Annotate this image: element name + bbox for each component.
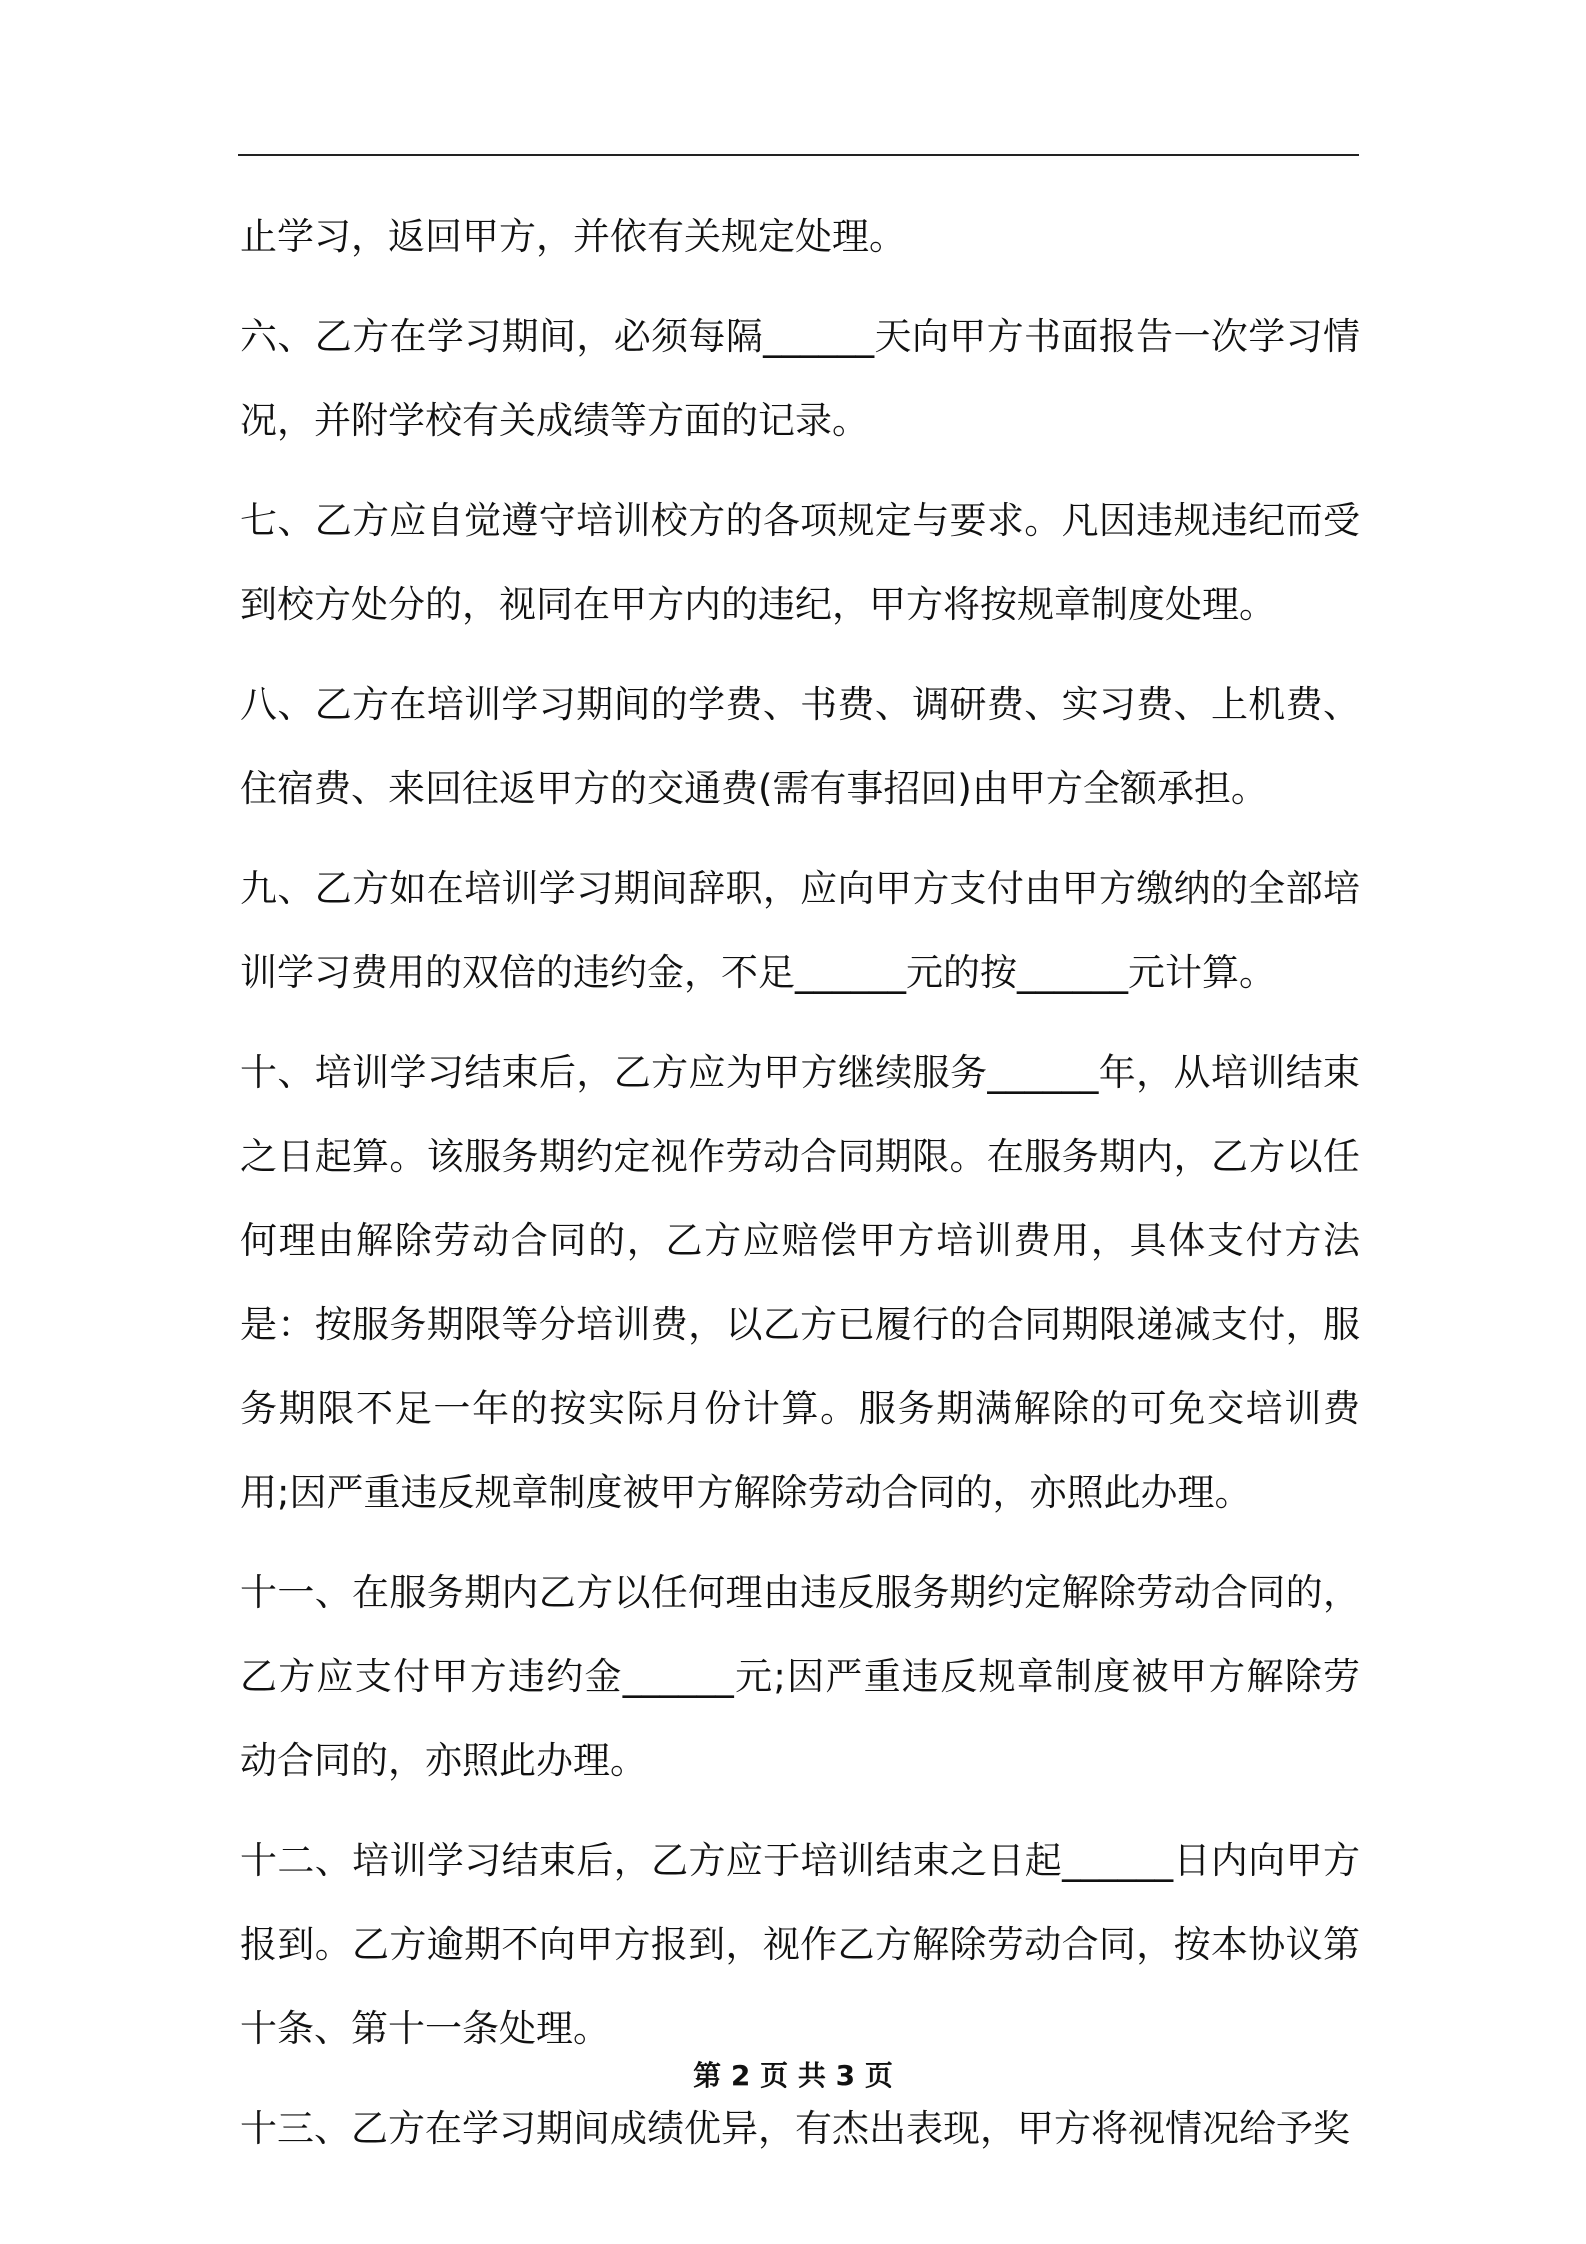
page-number: 第 2 页 共 3 页: [693, 2059, 893, 2092]
clause-7: 七、乙方应自觉遵守培训校方的各项规定与要求。凡因违规违纪而受到校方处分的，视同在甲方内的违纪，甲方将按规章制度处理。: [240, 499, 1360, 626]
clause-13: 十三、乙方在学习期间成绩优异，有杰出表现，甲方将视情况给予奖: [240, 2107, 1350, 2150]
clause-9: 九、乙方如在培训学习期间辞职，应向甲方支付由甲方缴纳的全部培训学习费用的双倍的违约金，不足______元的按______元计算。: [240, 867, 1360, 994]
clause-11: 十一、在服务期内乙方以任何理由违反服务期约定解除劳动合同的，乙方应支付甲方违约金______元;因严重违反规章制度被甲方解除劳动合同的，亦照此办理。: [240, 1571, 1360, 1782]
paragraph-continuation: 止学习，返回甲方，并依有关规定处理。: [240, 215, 906, 258]
clause-6: 六、乙方在学习期间，必须每隔______天向甲方书面报告一次学习情况，并附学校有关成绩等方面的记录。: [240, 315, 1360, 442]
clause-8: 八、乙方在培训学习期间的学费、书费、调研费、实习费、上机费、住宿费、来回往返甲方的交通费(需有事招回)由甲方全额承担。: [240, 683, 1360, 810]
clause-12: 十二、培训学习结束后，乙方应于培训结束之日起______日内向甲方报到。乙方逾期不向甲方报到，视作乙方解除劳动合同，按本协议第十条、第十一条处理。: [240, 1839, 1360, 2050]
clause-10: 十、培训学习结束后，乙方应为甲方继续服务______年，从培训结束之日起算。该服务期约定视作劳动合同期限。在服务期内，乙方以任何理由解除劳动合同的，乙方应赔偿甲方培训费用，具体支付方法是：按服务期限等分培训费，以乙方已履行的合同期限递减支付，服务期限不足一年的按实际月份计算。服务期满解除的可免交培训费用;因严重违反规章制度被甲方解除劳动合同的，亦照此办理。: [240, 1051, 1360, 1514]
document-body: [240, 195, 1360, 2187]
header-rule: [238, 154, 1359, 156]
